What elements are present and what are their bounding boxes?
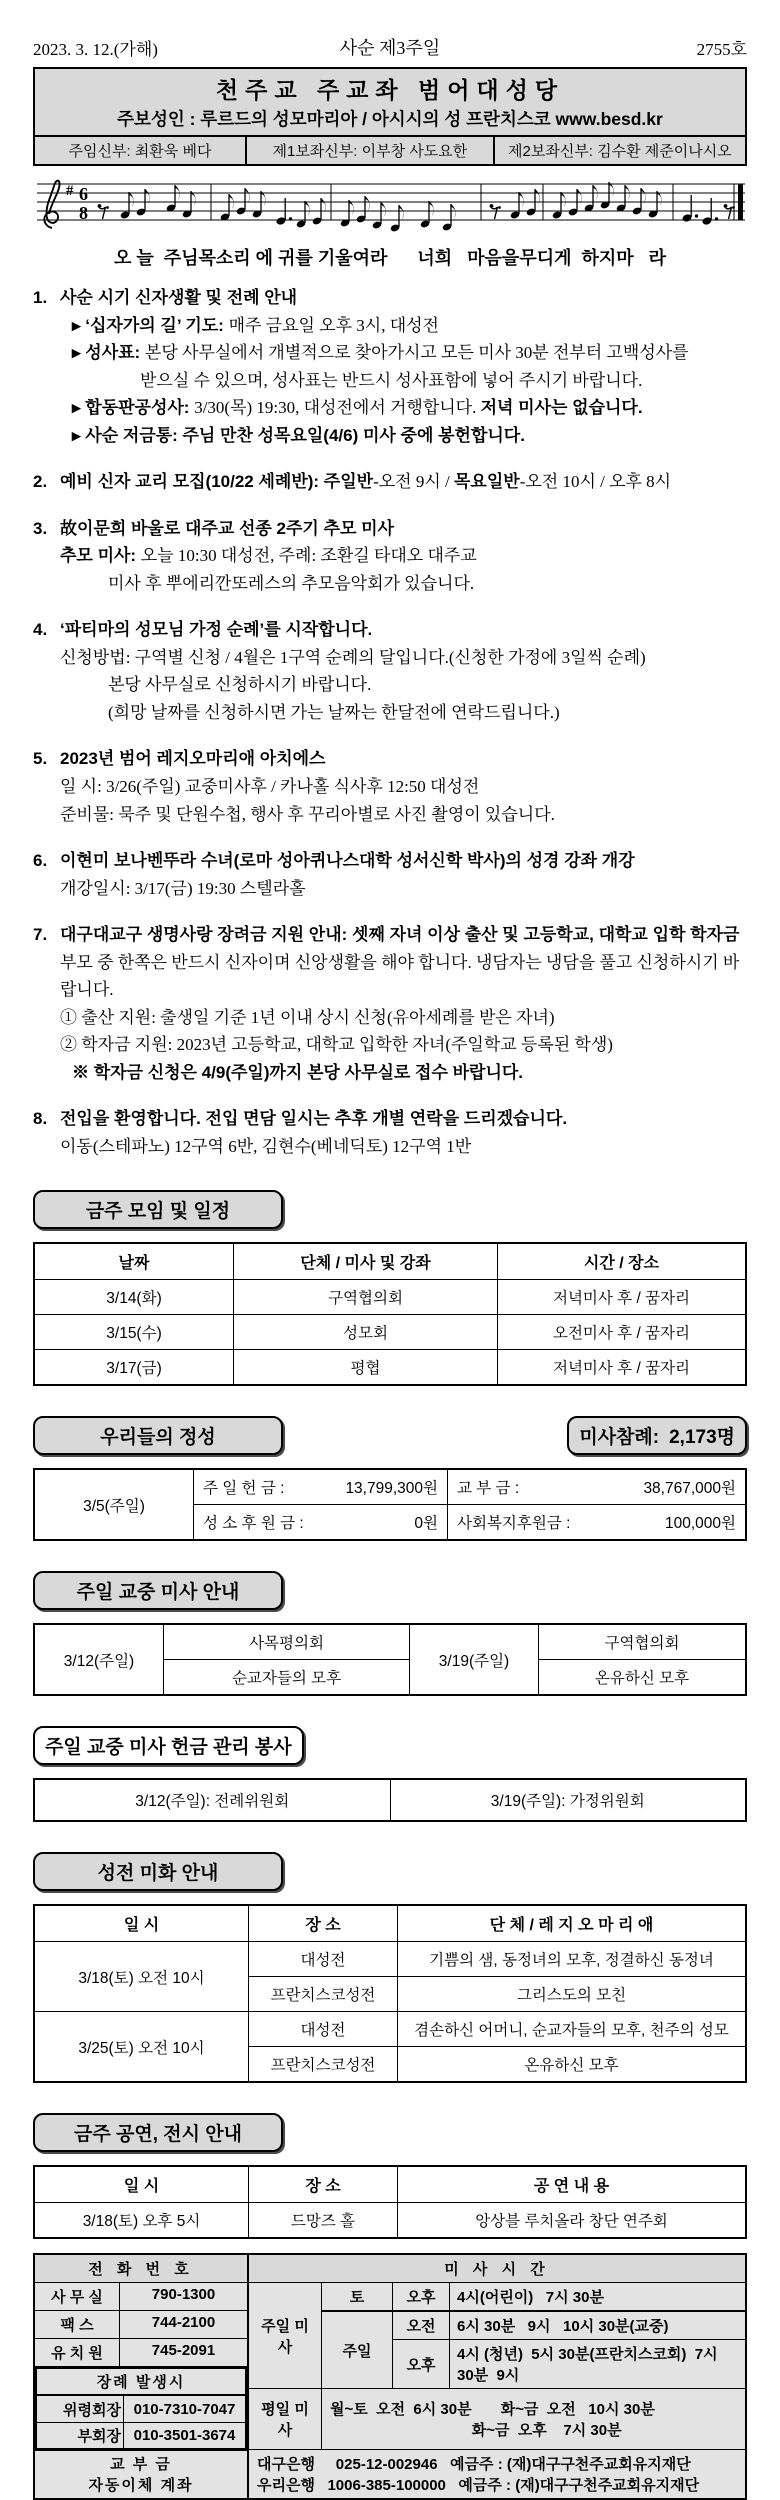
section-performance: [33, 2113, 747, 2152]
liturgical-title: 사순 제3주일: [339, 38, 441, 58]
col-header-group: 단 체 / 레 지 오 마 리 애: [398, 1905, 747, 1942]
announcement-item: [33, 847, 747, 902]
attendance-value: 2,173명: [669, 1427, 735, 1449]
section-title-deco: 성전 미화 안내: [33, 1852, 283, 1891]
cell: 프란치스코성전: [249, 2047, 398, 2083]
announcement-line: [60, 367, 747, 395]
cell: 겸손하신 어머니, 순교자들의 모후, 천주의 성모: [398, 2012, 747, 2047]
phone-number: 744-2100: [151, 2314, 216, 2332]
cell: 앙상블 루치올라 창단 연주회: [398, 2203, 747, 2239]
ampm-label: 오후: [393, 2340, 450, 2388]
phone-row: [35, 2339, 247, 2367]
bank-label: 교 부 금 자동이체 계좌: [35, 2450, 249, 2498]
announcement-body: [60, 745, 747, 828]
announcement-body: [60, 921, 747, 1086]
sunday-am-row: [393, 2312, 745, 2339]
cell: 구역협의회: [234, 1280, 498, 1315]
cell: 대성전: [249, 2012, 398, 2047]
phone-row: [35, 2283, 247, 2311]
announcement-item: [33, 745, 747, 828]
cell: 3/18(토) 오후 5시: [34, 2203, 249, 2239]
funeral-label: 위령회장: [37, 2396, 124, 2422]
sunday-mass-label: 주일 미사: [249, 2283, 322, 2388]
offering-mgmt-table: [33, 1778, 747, 1822]
text-segment: 3/30(목) 19:30, 대성전에서 거행합니다.: [194, 398, 481, 418]
announcement-title: [60, 284, 747, 312]
text-segment: ▸: [72, 425, 86, 445]
bank-account-line: 대구은행 025-12-002946 예금주 : (재)대구구천주교회유지재단: [257, 2456, 691, 2474]
section-title-sunday-mass: 주일 교중 미사 안내: [33, 1571, 283, 1610]
text-segment: 준비물: 묵주 및 단원수첩, 행사 후 꾸리아별로 사진 촬영이 있습니다.: [60, 804, 555, 824]
funeral-label: 부회장: [37, 2423, 124, 2449]
announcement-title: [60, 921, 747, 949]
text-segment: -오전 10시 / 오후 8시: [519, 472, 672, 492]
cell-date: 3/25(토) 오전 10시: [34, 2012, 249, 2083]
cell: 구역협의회: [539, 1624, 747, 1660]
text-segment: 받으실 수 있으며, 성사표는 반드시 성사표함에 넣어 주시기 바랍니다.: [140, 370, 643, 390]
announcement-body: [60, 515, 747, 598]
section-title-weekly: 금주 모임 및 일정: [33, 1190, 283, 1229]
cell: 기쁨의 샘, 동정녀의 모후, 정결하신 동정녀: [398, 1942, 747, 1977]
phone-row: [35, 2311, 247, 2339]
funeral-contact-box: [34, 2366, 248, 2451]
mass-times: 6시 30분 9시 10시 30분(교중): [457, 2318, 669, 2336]
text-segment: 2023년 범어 레지오마리애 아치에스: [60, 749, 326, 769]
announcement-number: 8.: [33, 1109, 48, 1129]
cell: 3/19(주일): 가정위원회: [390, 1779, 746, 1821]
text-segment: 신청방법: 구역별 신청 / 4월은 1구역 순례의 달입니다.(신청한 가정에 3일씩 순례): [60, 647, 646, 667]
text-segment: ▸: [72, 398, 86, 418]
top-meta: [33, 34, 747, 60]
second-vicar: 제2보좌신부: 김수환 제준이나시오: [493, 137, 745, 164]
cell: [448, 1469, 747, 1505]
bank-accounts: [249, 2450, 745, 2498]
col-header-group: 단체 / 미사 및 강좌: [234, 1243, 498, 1280]
cell: 온유하신 모후: [398, 2047, 747, 2083]
cell-date: 3/19(주일): [410, 1624, 539, 1695]
offering-amount: 13,799,300원: [345, 1480, 438, 1498]
hymn-notation: [33, 166, 747, 270]
offering-amount: 100,000원: [664, 1515, 736, 1533]
cell: [448, 1505, 747, 1541]
offering-date: 3/5(주일): [34, 1469, 194, 1540]
section-deco: [33, 1852, 747, 1891]
announcement-item: [33, 468, 747, 496]
announcement-line: [60, 542, 747, 570]
announcement-number: 4.: [33, 620, 48, 640]
announcement-body: [60, 284, 747, 449]
cell: 평협: [234, 1350, 498, 1386]
table-header-row: [34, 2166, 746, 2203]
text-segment: ▸: [72, 343, 86, 363]
announcement-line: [60, 1004, 747, 1032]
cell: 그리스도의 모친: [398, 1977, 747, 2012]
contact-header-row: [35, 2255, 745, 2283]
text-segment: 미사 후 뿌에리깐또레스의 추모음악회가 있습니다.: [108, 573, 475, 593]
sunday-mass-table: [33, 1623, 747, 1696]
announcement-item: [33, 284, 747, 449]
phone-header: 전 화 번 호: [35, 2255, 249, 2282]
hymn-staff: [35, 172, 747, 238]
cell: 대성전: [249, 1942, 398, 1977]
text-segment: 사순 시기 신자생활 및 전례 안내: [60, 288, 298, 307]
cell-date: 3/12(주일): [34, 1624, 164, 1695]
announcement-item: [33, 515, 747, 598]
text-segment: ‘파티마의 성모님 가정 순례’를 시작합니다.: [60, 620, 373, 640]
announcement-title: [60, 468, 747, 496]
text-segment: 이동(스테파노) 12구역 6반, 김현수(베네딕토) 12구역 1반: [60, 1136, 472, 1156]
announcement-body: [60, 847, 747, 902]
pastor: 주임신부: 최환욱 베다: [68, 143, 212, 160]
announcement-body: [60, 616, 747, 726]
attendance-badge: [567, 1416, 747, 1455]
text-segment: ※ 학자금 신청은 4/9(주일)까지 본당 사무실로 접수 바랍니다.: [72, 1062, 524, 1082]
announcement-body: [60, 468, 747, 496]
text-segment: 합동판공성사:: [85, 398, 195, 418]
issue-number: 2755호: [696, 40, 747, 59]
bank-account-line: 우리은행 1006-385-100000 예금주 : (재)대구구천주교회유지재단: [257, 2477, 700, 2495]
table-row: [34, 1280, 746, 1315]
offering-label: 성 소 후 원 금 :: [203, 1515, 304, 1533]
time-signature-top: 6: [79, 184, 88, 204]
cell: [194, 1505, 448, 1541]
text-segment: 예비 신자 교리 모집(10/22 세례반):: [60, 472, 324, 492]
cell: 3/17(금): [34, 1350, 234, 1386]
section-offering-mgmt: [33, 1726, 747, 1765]
text-segment: 故이문희 바울로 대주교 선종 2주기 추모 미사: [60, 518, 394, 538]
offering-label: 주 일 헌 금 :: [203, 1480, 285, 1498]
announcement-line: [60, 339, 747, 367]
table-row: [34, 1469, 746, 1505]
text-segment: 일 시: 3/26(주일) 교중미사후 / 카나홀 식사후 12:50 대성전: [60, 776, 480, 796]
phone-column: [35, 2283, 249, 2450]
masthead: [33, 67, 747, 166]
announcement-title: [60, 847, 747, 875]
text-segment: 본당 사무실로 신청하시기 바랍니다.: [108, 675, 372, 695]
weekday-times: 화~금 오후 7시 30분: [330, 2422, 622, 2440]
attendance-label: 미사참례:: [579, 1427, 660, 1449]
text-segment: 전입을 환영합니다. 전입 면담 일시는 추후 개별 연락을 드리겠습니다.: [60, 1109, 568, 1129]
funeral-title: 장례 발생시: [37, 2369, 245, 2396]
cell: 저녁미사 후 / 꿈자리: [498, 1280, 747, 1315]
mass-time-header: 미 사 시 간: [444, 2261, 550, 2279]
announcement-line: [60, 699, 747, 727]
bank-row: [35, 2450, 745, 2498]
announcement-line: [60, 773, 747, 801]
col-header-content: 공 연 내 용: [398, 2166, 747, 2203]
announcement-item: [33, 921, 747, 1086]
col-header-place: 장 소: [249, 1905, 398, 1942]
day-label: 주일: [322, 2312, 393, 2388]
text-segment: 저녁 미사는 없습니다.: [480, 398, 643, 418]
mass-time-column: [249, 2283, 745, 2450]
announcement-line: [60, 949, 747, 1004]
cell: 3/14(화): [34, 1280, 234, 1315]
table-header-row: [34, 1905, 746, 1942]
phone-number: 745-2091: [151, 2342, 216, 2360]
phone-label: 유 치 원: [35, 2339, 120, 2366]
funeral-row: [37, 2422, 245, 2449]
section-devotion: [33, 1416, 747, 1455]
sunday-pm-row: [393, 2339, 745, 2388]
table-header-row: [34, 1243, 746, 1280]
section-sunday-mass: [33, 1571, 747, 1610]
offering-amount: 38,767,000원: [643, 1480, 736, 1498]
sunday-rows: [322, 2311, 745, 2388]
cell: 3/15(수): [34, 1315, 234, 1350]
section-title-devotion: 우리들의 정성: [33, 1416, 283, 1455]
cell: [194, 1469, 448, 1505]
weekday-times: 월~토 오전 6시 30분 화~금 오전 10시 30분: [330, 2401, 655, 2419]
offering-label: 교 부 금 :: [457, 1480, 520, 1498]
announcement-line: [60, 644, 747, 672]
text-segment: 본당 사무실에서 개별적으로 찾아가시고 모든 미사 30분 전부터 고백성사를: [144, 343, 689, 363]
church-name: 천주교 주교좌 범어대성당: [215, 77, 565, 103]
section-title-offering-mgmt: 주일 교중 미사 헌금 관리 봉사: [33, 1726, 304, 1765]
cell: 드망즈 홀: [249, 2203, 398, 2239]
col-header-timeplace: 시간 / 장소: [498, 1243, 747, 1280]
text-segment: 주일반: [323, 472, 374, 492]
announcement-title: [60, 745, 747, 773]
funeral-number: 010-3501-3674: [133, 2427, 236, 2445]
sunday-mass-group: [249, 2283, 745, 2389]
text-segment: 목요일반: [453, 472, 520, 492]
announcement-number: 6.: [33, 851, 48, 871]
cell: 저녁미사 후 / 꿈자리: [498, 1350, 747, 1386]
mass-times: 4시 (청년) 5시 30분(프란치스코회) 7시 30분 9시: [457, 2346, 722, 2385]
ampm-label: 오후: [393, 2283, 450, 2310]
col-header-place: 장 소: [249, 2166, 398, 2203]
saturday-mass-row: [322, 2283, 745, 2311]
announcement-line: [60, 671, 747, 699]
text-segment: ▸: [72, 315, 86, 335]
announcement-number: 7.: [33, 925, 48, 945]
col-header-date: 날짜: [34, 1243, 234, 1280]
contact-body-row: [35, 2283, 745, 2450]
announcement-line: [60, 801, 747, 829]
weekday-mass-group: [249, 2389, 745, 2450]
text-segment: ② 학자금 지원: 2023년 고등학교, 대학교 입학한 자녀(주일학교 등록된 학생): [60, 1035, 613, 1055]
cell: 3/12(주일): 전례위원회: [34, 1779, 390, 1821]
clergy-row: [35, 135, 745, 164]
announcement-line: [60, 875, 747, 903]
day-label: 토: [322, 2283, 393, 2310]
col-header-datetime: 일 시: [34, 2166, 249, 2203]
cell: 온유하신 모후: [539, 1660, 747, 1696]
first-vicar: 제1보좌신부: 이부창 사도요한: [245, 137, 493, 164]
text-segment: 추모 미사:: [60, 546, 141, 566]
announcement-body: [60, 1105, 747, 1160]
phone-number: 790-1300: [151, 2286, 216, 2304]
announcement-title: [60, 616, 747, 644]
table-row: [34, 1315, 746, 1350]
offering-table: [33, 1468, 747, 1541]
cell: 프란치스코성전: [249, 1977, 398, 2012]
announcement-number: 5.: [33, 749, 48, 769]
announcement-number: 1.: [33, 288, 48, 307]
table-row: [34, 2012, 746, 2047]
cell: 순교자들의 모후: [164, 1660, 410, 1696]
text-segment: 오늘 10:30 대성전, 주례: 조환길 타대오 대주교: [140, 546, 477, 566]
announcement-line: [60, 1031, 747, 1059]
deco-table: [33, 1904, 747, 2083]
contact-masstime-table: [33, 2253, 747, 2500]
funeral-row: [37, 2396, 245, 2422]
announcement-list: [33, 284, 747, 1160]
announcement-line: [60, 1059, 747, 1087]
performance-table: [33, 2165, 747, 2239]
table-row: [34, 1779, 746, 1821]
text-segment: 사순 저금통: 주님 만찬 성목요일(4/6) 미사 중에 봉헌합니다.: [85, 425, 525, 445]
cell: 사목평의회: [164, 1624, 410, 1660]
phone-label: 팩 스: [35, 2311, 120, 2338]
funeral-number: 010-7310-7047: [133, 2400, 236, 2418]
text-segment: 부모 중 한쪽은 반드시 신자이며 신앙생활을 해야 합니다. 냉담자는 냉담을 풀고 신청하시기 바랍니다.: [60, 952, 740, 1000]
table-row: [34, 2203, 746, 2239]
announcement-number: 2.: [33, 472, 48, 492]
patron-saints: 주보성인 : 루르드의 성모마리아 / 아시시의 성 프란치스코 www.besd.kr: [117, 109, 663, 129]
text-segment: 이현미 보나벤뚜라 수녀(로마 성아퀴나스대학 성서신학 박사)의 성경 강좌 개강: [60, 851, 635, 871]
text-segment: -오전 9시 /: [373, 472, 454, 492]
cell-date: 3/18(토) 오전 10시: [34, 1942, 249, 2012]
text-segment: 매주 금요일 오후 3시, 대성전: [228, 315, 439, 335]
table-row: [34, 1942, 746, 1977]
announcement-number: 3.: [33, 518, 48, 538]
final-barline: [738, 184, 743, 220]
section-weekly-schedule: [33, 1190, 747, 1229]
text-segment: 개강일시: 3/17(금) 19:30 스텔라홀: [60, 878, 306, 898]
offering-label: 사회복지후원금 :: [457, 1515, 571, 1533]
text-segment: ① 출산 지원: 출생일 기준 1년 이내 상시 신청(유아세례를 받은 자녀): [60, 1007, 555, 1027]
announcement-item: [33, 616, 747, 726]
announcement-line: [60, 1133, 747, 1161]
text-segment: (희망 날짜를 신청하시면 가는 날짜는 한달전에 연락드립니다.): [108, 702, 560, 722]
cell: 오전미사 후 / 꿈자리: [498, 1315, 747, 1350]
announcement-line: [60, 422, 747, 450]
announcement-title: [60, 1105, 747, 1133]
announcement-title: [60, 515, 747, 543]
section-title-performance: 금주 공연, 전시 안내: [33, 2113, 283, 2152]
offering-amount: 0원: [414, 1515, 438, 1533]
ampm-label: 오전: [393, 2312, 450, 2339]
phone-label: 사 무 실: [35, 2283, 120, 2310]
text-segment: ‘십자가의 길’ 기도:: [85, 315, 229, 335]
announcement-item: [33, 1105, 747, 1160]
text-segment: 성사표:: [85, 343, 145, 363]
issue-date: 2023. 3. 12.(가해): [33, 40, 158, 59]
cell: 성모회: [234, 1315, 498, 1350]
weekday-mass-label: 평일 미사: [249, 2389, 322, 2449]
table-row: [34, 1350, 746, 1386]
weekly-schedule-table: [33, 1242, 747, 1386]
announcement-line: [60, 394, 747, 422]
text-segment: 대구대교구 생명사랑 장려금 지원 안내: 셋째 자녀 이상 출산 및 고등학교, 대학교 입학 학자금: [60, 925, 740, 945]
table-row: [34, 1624, 746, 1660]
hymn-lyrics: 오 늘 주님목소리 에 귀를 기울여라 너희 마음을무디게 하지마 라: [113, 248, 667, 268]
time-signature-bottom: 8: [79, 203, 88, 223]
treble-clef-icon: [44, 181, 59, 228]
key-signature: #: [66, 183, 74, 199]
col-header-datetime: 일 시: [34, 1905, 249, 1942]
mass-times: 4시(어린이) 7시 30분: [457, 2289, 604, 2307]
announcement-line: [60, 570, 747, 598]
announcement-line: [60, 312, 747, 340]
